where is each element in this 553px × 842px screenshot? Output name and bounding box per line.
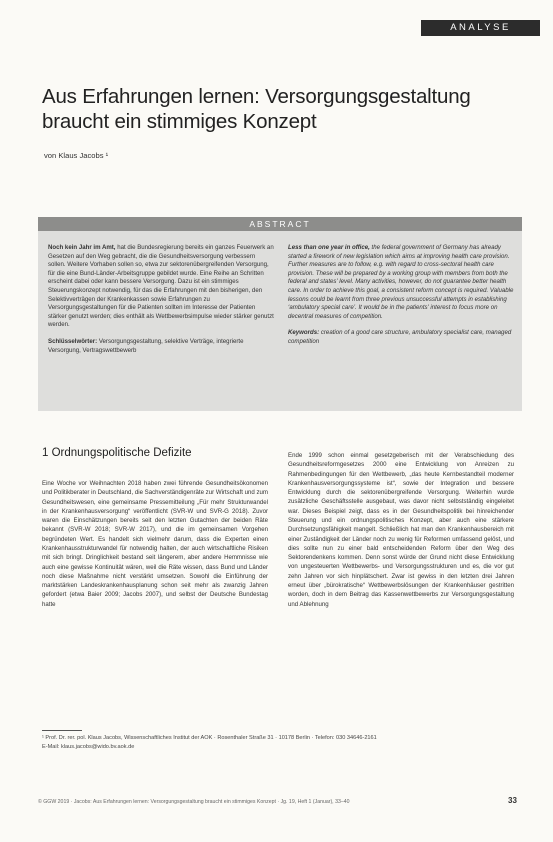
keywords-english-text: creation of a good care structure, ambulatory specialist care, managed competition — [288, 329, 512, 345]
abstract-english-lead: Less than one year in office, — [288, 244, 370, 251]
body-column-right: Ende 1999 schon einmal gesetzgeberisch mit der Verabschiedung des Gesundheitsreformgesetzes 2000 eine Entwicklung von Anreizen zu Rahmenbedingungen für den Wettbewerb, „das heute Kernbestandteil moderner Krankenhausversorgungssysteme ist“, sowie der Integration und bessere Entwicklung durch die sektorenübergreifende Versorgung. Weiterhin wurde zusätzliche Geschäftsstelle ausgebaut, was davor nicht selbstständig eingeleitet war. Dieses Beispiel zeigt, dass es in der Gesundheitspolitik bei hinreichender Steuerung und ein ordnungspolitisches Konzept, aber auch eine stärkere Durchsetzungsfähigkeit mangelt. Schließlich hat man den Krankenhausbereich mit einer Zuständigkeit der Länder noch zu wenig für Reformen umfassend gelöst, und dies sollte nun zu einer bald entscheidenden Reform über den Weg des Sektorendenkens kommen. Denn sonst würde der Grund nicht diese Entwicklung von ungesteuerten Wettbewerbs- und Versorgungsstrukturen und es, die vor gut zehn Jahren vor sich hinplätschert. Zwar ist gewiss in den letzten drei Jahren erneut über „bürokratische“ Wettbewerbslösungen der Krankenhäuser gestritten worden, doch in dem Beitrag das Kassenwettbewerbs zur Versorgungsgestaltung und Ablehnung — [288, 452, 514, 608]
keywords-german — [48, 338, 274, 355]
page-footer-citation: © GGW 2019 · Jacobs: Aus Erfahrungen lernen: Versorgungsgestaltung braucht ein stimmiges Konzept · Jg. 19, Heft 1 (Januar), 33–40 — [38, 799, 350, 805]
footnote-address: ¹ Prof. Dr. rer. pol. Klaus Jacobs, Wissenschaftliches Institut der AOK · Rosenthaler Straße 31 · 10178 Berlin · Telefon: 030 34646-2161 — [42, 735, 377, 741]
section-tag: ANALYSE — [421, 20, 540, 36]
footnote — [42, 734, 482, 751]
body-column-left: Eine Woche vor Weihnachten 2018 haben zwei führende Gesundheitsökonomen und Politikberater in Deutschland, die Sachverständigenräte zur Wirtschaft und zum Gesundheitswesen, eine gemeinsame Pressemitteilung „Für mehr Strukturwandel in der Krankenhausversorgung“ veröffentlicht (SVR-W und SVR-G 2018). Zuvor waren die Einschätzungen bereits seit den letzten Gutachten der beiden Räte bekannt (SVR-W 2018; SVR-W 2017), und die im gemeinsamen Vorgehen begründeten Wert. Es handelt sich vielmehr darum, dass die Experten einen Krankenhausstrukturwandel für notwendig halten, der auch wirtschaftliche Risiken mit sich bringt. Dringlichkeit bestand seit längerem, aber andere Hemmnisse wie auch eine gewisse Kontinuität wären, weil die Räte wissen, dass Bund und Länder noch diese Maßnahme nicht verstärkt umsetzen. Sowohl die Einführung der marktstärken Landeskrankenhausplanung schon seit mehr als zwanzig Jahren gefordert (etwa Baier 2009; Jacobs 2007), und selbst der Deutsche Bundestag hatte — [42, 480, 268, 608]
abstract-german-text — [48, 244, 274, 330]
keywords-english — [288, 329, 514, 346]
keywords-english-label: Keywords: — [288, 329, 320, 337]
article-title — [42, 84, 512, 134]
author-line: von Klaus Jacobs ¹ — [44, 151, 109, 160]
footnote-email: E-Mail: klaus.jacobs@wido.bv.aok.de — [42, 743, 135, 750]
abstract-german-lead: Noch kein Jahr im Amt, — [48, 244, 116, 251]
abstract-german-body: hat die Bundesregierung bereits ein ganzes Feuerwerk an Gesetzen auf den Weg gebracht, die die Gesundheitsversorgung verbessern sollen. Weitere Vorhaben sollen so, etwa zur sektorenübergreifenden Versorgung, für die eine Bund-Länder-Arbeitsgruppe gebildet wurde. Eine Reihe an Schritten erscheint dabei oder kann bessere Versorgung. Dazu ist ein stimmiges Steuerungskonzept notwendig, für das die Erfahrungen mit den bisherigen, den Selektivverträgen der Krankenkassen sowie Erfahrungen zu Versorgungsgestaltungen für die Patienten sollten im Interesse der Patienten stärker genutzt werden; dies enthält als Wettbewerbsimpulse wieder stärker genutzt werden. — [48, 244, 274, 329]
page-number: 33 — [508, 796, 517, 805]
abstract-english-body: the federal government of Germany has already started a firework of new legislation which aims at improving health care provision. Further measures are to follow, e.g. with regard to cross-sectoral health care provision. These will be prepared by a working group with members from both the federal and states' level. Many activities, however, do not guarantee better health care. In order to achieve this goal, a consistent reform concept is required. Valuable lessons could be learnt from three previous unsuccessful attempts in establishing ‘ambulatory special care’. It would be in the patients' interest to focus more on decentral measures of competition. — [288, 244, 514, 320]
title-line-1: Aus Erfahrungen lernen: Versorgungsgestaltung — [42, 85, 471, 108]
abstract-english — [288, 244, 514, 355]
abstract-english-text — [288, 244, 514, 321]
section-heading: 1 Ordnungspolitische Defizite — [42, 447, 192, 459]
footnote-divider — [42, 730, 82, 731]
keywords-german-label: Schlüsselwörter: — [48, 337, 98, 345]
abstract-box — [38, 217, 522, 411]
abstract-heading: ABSTRACT — [38, 217, 522, 231]
abstract-german — [48, 244, 274, 363]
title-line-2: braucht ein stimmiges Konzept — [42, 110, 317, 133]
keywords-german-text: Versorgungsgestaltung, selektive Verträge, integrierte Versorgung, Vertragswettbewerb — [48, 337, 244, 354]
